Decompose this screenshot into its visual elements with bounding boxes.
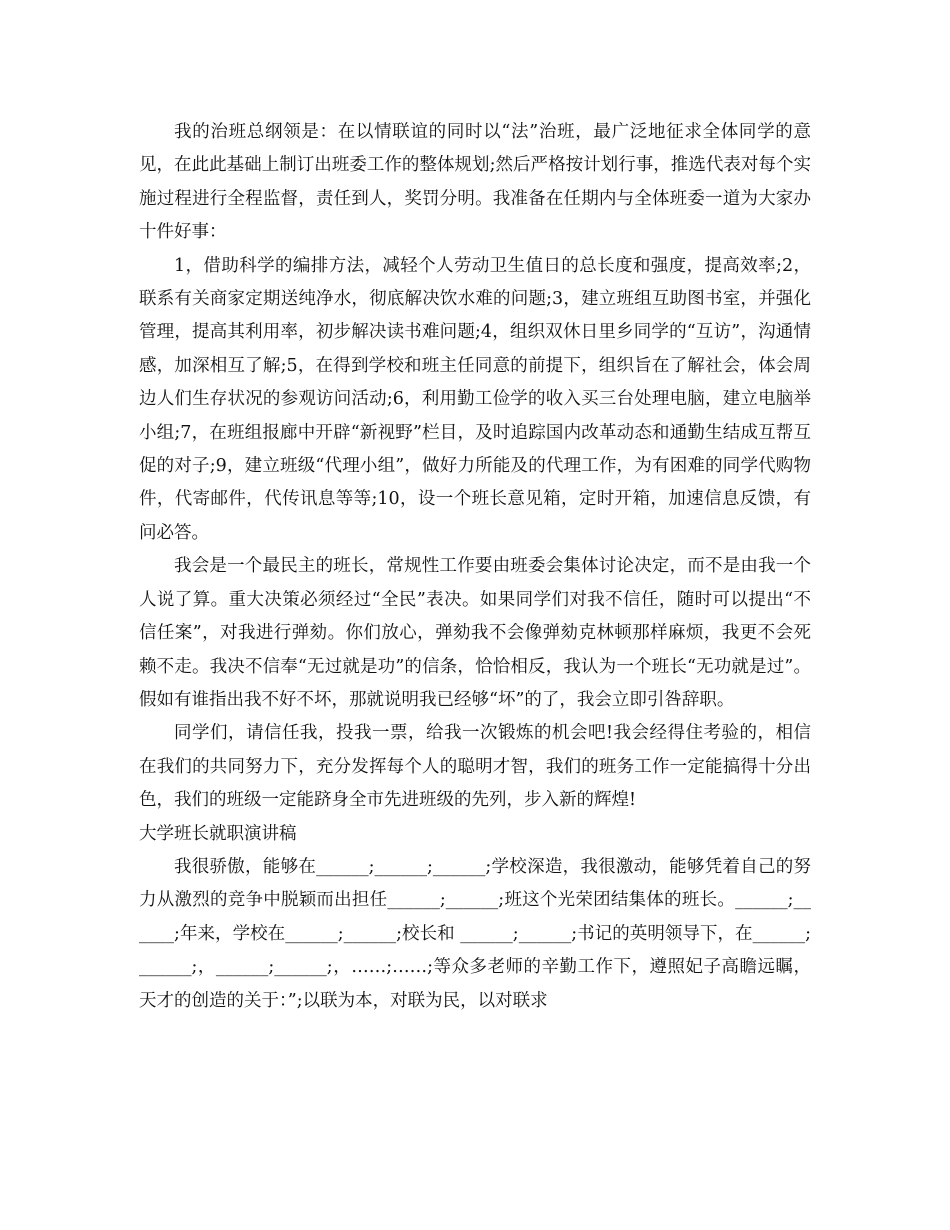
paragraph-template-speech: 我很骄傲，能够在______;______;______;学校深造，我很激动，能够凭着自己的努力从激烈的竞争中脱颖而出担任______;______;班这个光荣团结集体的班长。______;______;年来，学校在______;______;校长和 ______;______;书记的英明领导下，在______;______;，______;______;，……;……;等众多老师的辛勤工作下，遵照妃子高瞻远瞩，天才的创造的关于：”;以联为本，对联为民，以对联求 xyxy=(139,856,811,1011)
section-heading: 大学班长就职演讲稿 xyxy=(139,823,297,844)
paragraph-ten-tasks: 1，借助科学的编排方法，减轻个人劳动卫生值日的总长度和强度，提高效率;2，联系有关商家定期送纯净水，彻底解决饮水难的问题;3，建立班组互助图书室，并强化管理，提高其利用率，初步解决读书难问题;4，组织双休日里乡同学的“互访”，沟通情感，加深相互了解;5，在得到学校和班主任同意的前提下，组织旨在了解社会，体会周边人们生存状况的参观访问活动;6，利用勤工俭学的收入买三台处理电脑，建立电脑举小组;7，在班组报廊中开辟“新视野”栏目，及时追踪国内改革动态和通勤生结成互帮互促的对子;9，建立班级“代理小组”，做好力所能及的代理工作，为有困难的同学代购物件，代寄邮件，代传讯息等等;10，设一个班长意见箱，定时开箱，加速信息反馈，有问必答。 xyxy=(139,255,811,543)
paragraph-appeal: 同学们，请信任我，投我一票，给我一次锻炼的机会吧!我会经得住考验的，相信在我们的共同努力下，充分发挥每个人的聪明才智，我们的班务工作一定能搞得十分出色，我们的班级一定能跻身全市先进班级的先列，步入新的辉煌! xyxy=(139,723,811,811)
paragraph-democracy: 我会是一个最民主的班长，常规性工作要由班委会集体讨论决定，而不是由我一个人说了算。重大决策必须经过“全民”表决。如果同学们对我不信任，随时可以提出“不信任案”，对我进行弹劾。你们放心，弹劾我不会像弹劾克林顿那样麻烦，我更不会死赖不走。我决不信奉“无过就是功”的信条，恰恰相反，我认为一个班长“无功就是过”。假如有谁指出我不好不坏，那就说明我已经够“坏”的了，我会立即引咎辞职。 xyxy=(139,556,811,710)
document-body xyxy=(139,116,811,1018)
paragraph-governance: 我的治班总纲领是：在以情联谊的同时以“法”治班，最广泛地征求全体同学的意见，在此此基础上制订出班委工作的整体规划;然后严格按计划行事，推选代表对每个实施过程进行全程监督，责任到人，奖罚分明。我准备在任期内与全体班委一道为大家办十件好事： xyxy=(139,122,811,243)
